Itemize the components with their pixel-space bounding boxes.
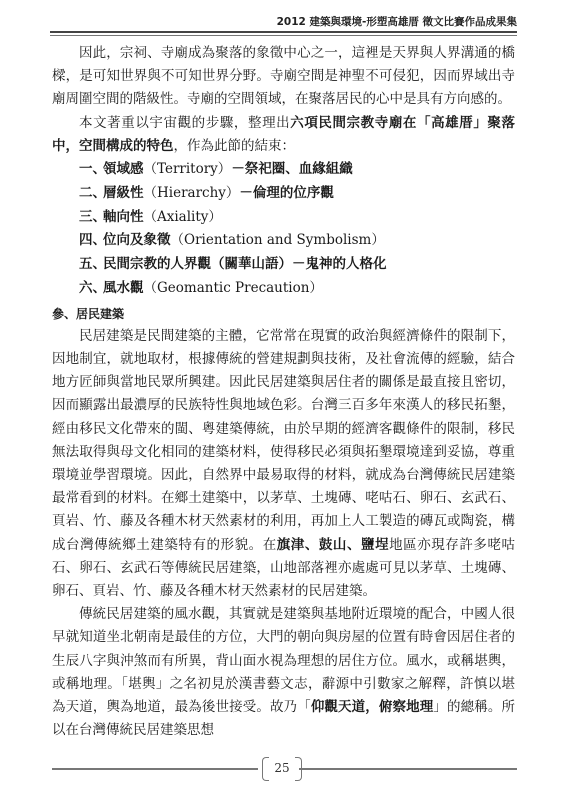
running-header: 2012 建築與環境-形塑高雄厝 徵文比賽作品成果集 xyxy=(276,16,517,28)
list-number: 六、 xyxy=(79,280,106,296)
list-term: 位向及象徵 xyxy=(103,232,171,249)
intro-text: 本文著重以宇宙觀的步驟，整理出 xyxy=(79,114,291,131)
list-term: 風水觀 xyxy=(103,280,144,296)
list-number: 一、 xyxy=(79,161,106,178)
footer-rule-right xyxy=(299,768,517,770)
quote-emphasis: 仰觀天道，俯察地理 xyxy=(310,699,434,716)
body-text xyxy=(52,42,515,742)
list-term-en: （Geomantic Precaution） xyxy=(143,280,323,296)
header-rule xyxy=(50,31,517,33)
list-item xyxy=(52,277,515,301)
list-item xyxy=(52,229,515,253)
list-number: 四、 xyxy=(79,232,106,249)
list-item xyxy=(52,206,515,230)
list-number: 五、 xyxy=(79,256,106,273)
intro-emphasis: 六項民間宗教寺廟在「高雄厝」聚落中，空間構成的特色 xyxy=(52,114,515,154)
paragraph-text-end: 地區亦現存許多咾咕石、卵石、玄武石等傳統民居建築，山地部落裡亦處處可見以茅草、土塊磚、卵石、頁岩、竹、藤及各種木材天然素材的民居建築。 xyxy=(52,536,515,600)
paragraph-fengshui xyxy=(52,603,515,742)
paragraph-text: 民居建築是民間建築的主體，它常常在現實的政治與經濟條件的限制下，因地制宜，就地取材，根據傳統的營建規劃與技術，及社會流傳的經驗，結合地方匠師與當地民眾所興建。因此民居建築與居住者的關係是最直接且密切，因而顯露出最濃厚的民族特性與地域色彩。台灣三百多年來漢人的移民拓墾，經由移民文化帶來的閩、粵建築傳統，由於早期的經濟客觀條件的限制，移民無法取得與母文化相同的建築材料，使得移民必須與拓墾環境達到妥協，尊重環境並學習環境。因此，自然界中最易取得的材料，就成為台灣傳統民居建築最常看到的材料。在鄉土建築中，以茅草、土塊磚、咾咕石、卵石、玄武石、頁岩、竹、藤及各種木材天然素材的利用，再加上人工製造的磚瓦或陶瓷，構成台灣傳統鄉土建築特有的形貌。在 xyxy=(52,327,515,553)
paragraph-text-end: 」的總稱。所以在台灣傳統民居建築思想 xyxy=(52,699,516,739)
list-desc: －鬼神的人格化 xyxy=(292,256,387,273)
list-desc: －祭祀圈、血緣組織 xyxy=(231,161,353,178)
feature-list xyxy=(52,158,515,301)
paragraph-text: 傳統民居建築的風水觀，其實就是建築與基地附近環境的配合，中國人很早就知道坐北朝南是最佳的方位，大門的朝向與房屋的位置有時會因居住者的生辰八字與沖煞而有所異，背山面水視為理想的居住方位。風水，或稱堪輿，或稱地理。「堪輿」之名初見於漢書藝文志，辭源中引數家之解釋，許慎以堪為天道，輿為地道，最為後世接受。故乃「 xyxy=(52,606,515,716)
list-desc: －倫理的位序觀 xyxy=(239,184,334,201)
list-term: 民間宗教的人界觀（關華山語） xyxy=(103,256,292,273)
list-term-en: （Hierarchy） xyxy=(143,184,240,201)
list-number: 二、 xyxy=(79,184,106,201)
list-term-en: （Axiality） xyxy=(143,208,222,225)
list-item xyxy=(52,253,515,277)
list-term-en: （Territory） xyxy=(143,161,232,178)
list-term-en: （Orientation and Symbolism） xyxy=(170,232,385,249)
page-number: 25 xyxy=(262,757,302,779)
paragraph-folk-dwellings xyxy=(52,325,515,603)
place-names-emphasis: 旗津、鼓山、鹽埕 xyxy=(276,536,390,553)
header-rule-thin xyxy=(50,35,517,36)
list-item xyxy=(52,158,515,182)
footer-rule-left xyxy=(52,768,258,770)
list-number: 三、 xyxy=(79,208,106,225)
list-term: 層級性 xyxy=(103,184,144,201)
paragraph-temple-symbolism: 因此，宗祠、寺廟成為聚落的象徵中心之一，這裡是天界與人界溝通的橋樑，是可知世界與不可知世界分野。寺廟空間是神聖不可侵犯，因而界域出寺廟周圍空間的階級性。寺廟的空間領域，在聚落居民的心中是具有方向感的。 xyxy=(52,45,515,108)
paragraph-summary-intro xyxy=(52,112,515,158)
intro-text-end: ，作為此節的結束： xyxy=(173,137,295,154)
list-term: 軸向性 xyxy=(103,208,144,225)
list-item xyxy=(52,182,515,206)
section-heading: 參、居民建築 xyxy=(52,306,125,321)
list-term: 領域感 xyxy=(103,161,144,178)
